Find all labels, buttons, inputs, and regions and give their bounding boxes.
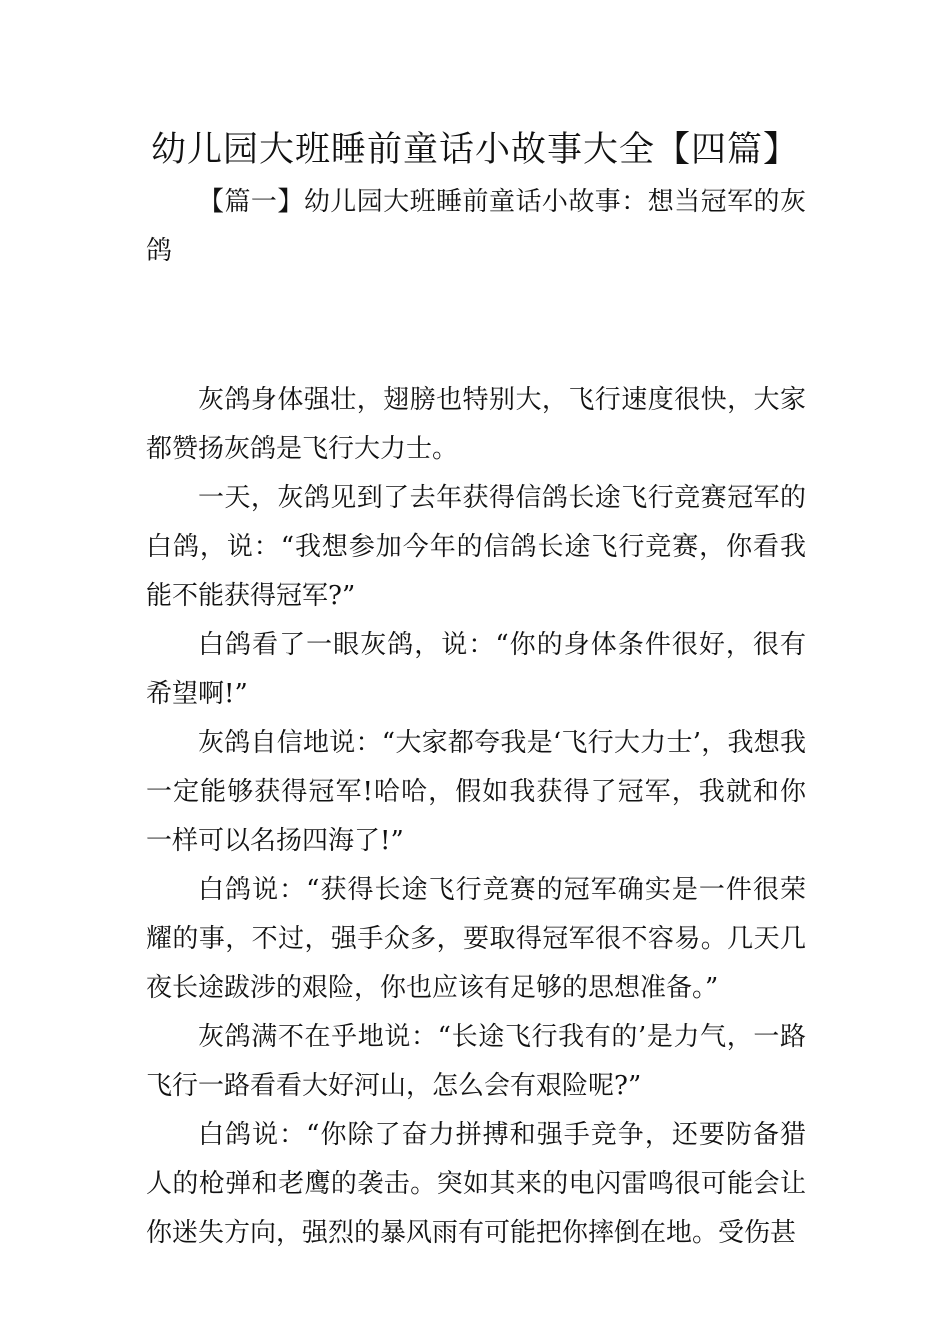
document-body xyxy=(146,178,806,1258)
paragraph-1: 灰鸽身体强壮，翅膀也特别大，飞行速度很快，大家都赞扬灰鸽是飞行大力士。 xyxy=(146,385,806,464)
paragraph-7: 白鸽说：“你除了奋力拼搏和强手竞争，还要防备猎人的枪弹和老鹰的袭击。突如其来的电闪雷鸣很可能会让你迷失方向，强烈的暴风雨有可能把你摔倒在地。受伤甚 xyxy=(146,1120,806,1248)
paragraph-5: 白鸽说：“获得长途飞行竞赛的冠军确实是一件很荣耀的事，不过，强手众多，要取得冠军很不容易。几天几夜长途跋涉的艰险，你也应该有足够的思想准备。” xyxy=(146,875,806,1003)
section-heading: 【篇一】幼儿园大班睡前童话小故事：想当冠军的灰鸽 xyxy=(146,187,806,266)
paragraph-6: 灰鸽满不在乎地说：“长途飞行我有的’是力气，一路飞行一路看看大好河山，怎么会有艰险呢?” xyxy=(146,1022,806,1101)
paragraph-3: 白鸽看了一眼灰鸽，说：“你的身体条件很好，很有希望啊!” xyxy=(146,630,806,709)
document-title: 幼儿园大班睡前童话小故事大全【四篇】 xyxy=(150,130,799,170)
paragraph-4: 灰鸽自信地说：“大家都夸我是‘飞行大力士’，我想我一定能够获得冠军!哈哈，假如我获得了冠军，我就和你一样可以名扬四海了!” xyxy=(146,728,806,856)
paragraph-2: 一天，灰鸽见到了去年获得信鸽长途飞行竞赛冠军的白鸽，说：“我想参加今年的信鸽长途飞行竞赛，你看我能不能获得冠军?” xyxy=(146,483,806,611)
